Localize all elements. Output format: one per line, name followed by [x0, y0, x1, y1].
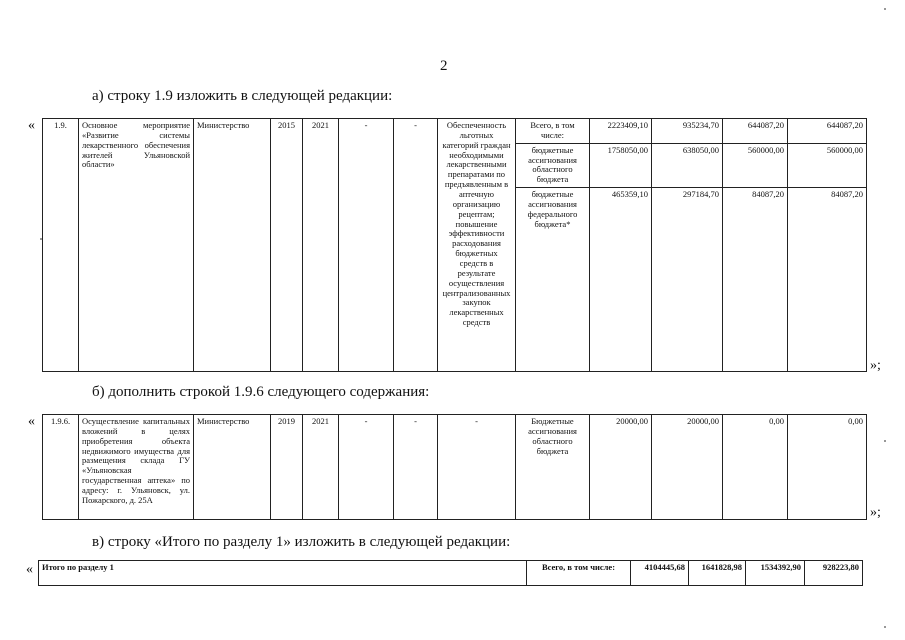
amount-total: 4104445,68	[631, 561, 689, 586]
amount-year: 0,00	[788, 415, 867, 520]
year-end: 2021	[303, 415, 339, 520]
amount-year: 1534392,90	[746, 561, 805, 586]
amount-year: 20000,00	[652, 415, 723, 520]
amount-total: 465359,10	[590, 188, 652, 372]
amount-year: 560000,00	[788, 143, 867, 187]
scan-speck	[884, 8, 886, 10]
dash-cell: -	[394, 119, 438, 372]
page-number: 2	[440, 58, 448, 74]
year-start: 2015	[271, 119, 303, 372]
funding-source: бюджетные ассигнования федерального бюджета*	[516, 188, 590, 372]
total-label: Итого по разделу 1	[39, 561, 527, 586]
amount-year: 84087,20	[723, 188, 788, 372]
close-mark-b: »;	[870, 505, 881, 520]
funding-source: бюджетные ассигнования областного бюджета	[516, 143, 590, 187]
open-quote-c: «	[26, 562, 33, 577]
scan-speck	[884, 626, 886, 628]
year-start: 2019	[271, 415, 303, 520]
table-row-1-9	[42, 118, 867, 372]
amount-year: 84087,20	[788, 188, 867, 372]
amount-year: 928223,80	[805, 561, 863, 586]
section-b-heading: б) дополнить строкой 1.9.6 следующего содержания:	[92, 384, 430, 400]
amount-year: 0,00	[723, 415, 788, 520]
amount-year: 560000,00	[723, 143, 788, 187]
activity-name: Осуществление капитальных вложений в целях приобретения объекта недвижимого имущества для размещения склада ГУ «Ульяновская государственная аптека» по адресу: г. Ульяновск, ул. Пожарского, д. 25А	[79, 415, 194, 520]
executor: Министерство	[194, 119, 271, 372]
funding-source: Всего, в том числе:	[527, 561, 631, 586]
amount-year: 1641828,98	[689, 561, 746, 586]
open-quote-b: «	[28, 414, 35, 429]
amount-year: 644087,20	[723, 119, 788, 144]
funding-source: Бюджетные ассигнования областного бюджета	[516, 415, 590, 520]
dash-cell: -	[438, 415, 516, 520]
executor: Министерство	[194, 415, 271, 520]
target-indicator: Обеспеченность льготных категорий граждан необходимыми лекарственными препаратами по предъявленным в аптечную организацию рецептам; повышение эффективности расходования бюджетных средств в результате осуществления централизованных закупок лекарственных средств	[438, 119, 516, 372]
row-number: 1.9.	[43, 119, 79, 372]
table-total-section-1	[38, 560, 863, 586]
year-end: 2021	[303, 119, 339, 372]
scan-speck	[40, 238, 42, 240]
dash-cell: -	[339, 119, 394, 372]
scan-speck	[884, 440, 886, 442]
amount-year: 935234,70	[652, 119, 723, 144]
section-a-heading: а) строку 1.9 изложить в следующей редакции:	[92, 88, 393, 104]
amount-total: 1758050,00	[590, 143, 652, 187]
dash-cell: -	[339, 415, 394, 520]
amount-total: 20000,00	[590, 415, 652, 520]
dash-cell: -	[394, 415, 438, 520]
row-number: 1.9.6.	[43, 415, 79, 520]
section-c-heading: в) строку «Итого по разделу 1» изложить в следующей редакции:	[92, 534, 511, 550]
open-quote-a: «	[28, 118, 35, 133]
amount-year: 297184,70	[652, 188, 723, 372]
close-mark-a: »;	[870, 358, 881, 373]
amount-year: 644087,20	[788, 119, 867, 144]
activity-name: Основное мероприятие «Развитие системы лекарственного обеспечения жителей Ульяновской области»	[79, 119, 194, 372]
amount-year: 638050,00	[652, 143, 723, 187]
funding-source: Всего, в том числе:	[516, 119, 590, 144]
table-row-1-9-6	[42, 414, 867, 520]
amount-total: 2223409,10	[590, 119, 652, 144]
